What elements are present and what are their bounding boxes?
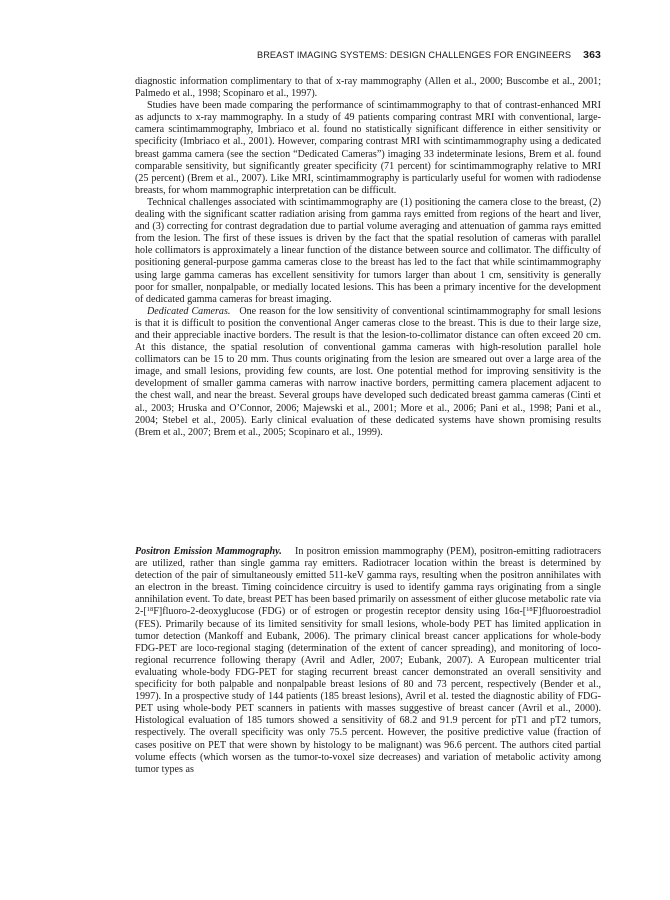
- paragraph-mri-comparison: Studies have been made comparing the performance of scintimammography to that of contrast-enhanced MRI as adjuncts to x-ray mammography. In a study of 49 patients comparing contrast MRI with conventional, large-camera scintimammography, Imbriaco et al. found no statistically significant difference in either sensitivity or specificity (Imbriaco et al., 2001). However, comparing contrast MRI with scintimammography using a dedicated breast gamma camera (see the section “Dedicated Cameras”) imaging 33 indeterminate lesions, Brem et al. found comparable sensitivity, but significantly greater specificity (71 percent) for scintimammography relative to MRI (25 percent) (Brem et al., 2007). Like MRI, scintimammography is particularly useful for women with radiodense breasts, for whom mammographic interpretation can be difficult.: [135, 100, 601, 196]
- run-in-heading-pem: Positron Emission Mammography.: [135, 546, 282, 557]
- pem-text-a: In positron emission mammography (PEM), positron-emitting radiotracers are utilized, rather than single gamma ray emitters. Radiotracer location within the breast is determined by detection of the pair of simultaneously emitted 511-keV gamma rays, resulting when the positron annihilates with an electron in the breast. Timing coincidence circuitry is used to identify gamma rays originating from a single annihilation event. To date, breast PET has been based primarily on assessment of either glucose metabolic rate via 2-[: [135, 546, 602, 618]
- running-title: BREAST IMAGING SYSTEMS: DESIGN CHALLENGES FOR ENGINEERS: [256, 50, 572, 60]
- run-in-heading-dedicated-cameras: Dedicated Cameras.: [147, 305, 231, 317]
- body-text-upper: [135, 76, 601, 439]
- paragraph-pem: [135, 546, 601, 776]
- pem-text-b: F]fluoro-2-deoxyglucose (FDG) or of estrogen or progestin receptor density using 16α-[: [153, 606, 527, 618]
- page-number: 363: [583, 49, 601, 61]
- paragraph-technical-challenges: Technical challenges associated with scintimammography are (1) positioning the camera close to the breast, (2) dealing with the significant scatter radiation arising from gamma rays emitted from regions of the heart and liver, and (3) correcting for contrast degradation due to partial volume averaging and attenuation of gamma rays emitted from the lesion. The first of these issues is driven by the fact that the spatial resolution of cameras with parallel hole collimators is approximately a linear function of the distance between source and collimator. The difficulty of positioning general-purpose gamma cameras close to the breast has led to the fact that while scintimammography using large gamma cameras has excellent sensitivity for tumors larger than about 1 cm, sensitivity is generally poor for smaller, nonpalpable, or medially located lesions. This has been a primary incentive for the development of dedicated gamma cameras for breast imaging.: [135, 196, 601, 305]
- pem-text-c: F]fluoroestradiol (FES). Primarily because of its limited sensitivity for small lesions, whole-body PET has limited application in tumor detection (Mankoff and Eubank, 2006). The primary clinical breast cancer applications for whole-body FDG-PET are loco-regional staging (determination of the extent of cancer spreading), and monitoring of loco-regional recurrence following therapy (Avril and Adler, 2007; Eubank, 2007). A European multicenter trial evaluating whole-body FDG-PET for staging recurrent breast cancer demonstrated an overall sensitivity and specificity for both palpable and nonpalpable breast lesions of 80 and 73 percent, respectively (Bender et al., 1997). In a prospective study of 144 patients (185 breast lesions), Avril et al. tested the diagnostic ability of FDG-PET using whole-body PET scanners in patients with masses suggestive of breast cancer (Avril et al., 2000). Histological evaluation of 185 tumors showed a sensitivity of 68.2 and 91.9 percent for pT1 and pT2 tumors, respectively. The overall specificity was only 75.5 percent. However, the positive predictive value (fraction of cases positive on PET that were shown by histology to be malignant) was 96.6 percent. The authors cited partial volume effects (which worsen as the tumor-to-voxel size decreases) and variation of metabolic activity among tumor types as: [135, 606, 601, 775]
- running-header: [135, 49, 601, 65]
- paragraph-dedicated-cameras: [135, 306, 601, 439]
- isotope-superscript: 18: [146, 606, 154, 614]
- paragraph-continuation: diagnostic information complimentary to that of x-ray mammography (Allen et al., 2000; Buscombe et al., 2001; Palmedo et al., 1998; Scopinaro et al., 1997).: [135, 76, 601, 100]
- dedicated-cameras-text: One reason for the low sensitivity of conventional scintimammography for small lesions is that it is difficult to position the conventional Anger cameras close to the breast. This is due to their large size, and their appreciable inactive borders. The result is that the lesion-to-collimator distance can often exceed 20 cm. At this distance, the spatial resolution of conventional gamma cameras with high-resolution parallel hole collimators can be 15 to 20 mm. Thus counts originating from the lesion are smeared out over a large area of the image, and small lesions, providing few counts, are lost. One potential method for improving sensitivity is the development of smaller gamma cameras with narrow inactive borders, permitting camera placement adjacent to the chest wall, and near the breast. Several groups have developed such dedicated breast gamma cameras (Cinti et al., 2003; Hruska and O’Connor, 2006; Majewski et al., 2001; More et al., 2006; Pani et al., 1998; Pani et al., 2004; Stebel et al., 2005). Early clinical evaluation of these dedicated systems have shown promising results (Brem et al., 2007; Brem et al., 2005; Scopinaro et al., 1999).: [135, 305, 601, 438]
- body-text-lower: [135, 546, 601, 776]
- isotope-superscript: 18: [526, 606, 533, 614]
